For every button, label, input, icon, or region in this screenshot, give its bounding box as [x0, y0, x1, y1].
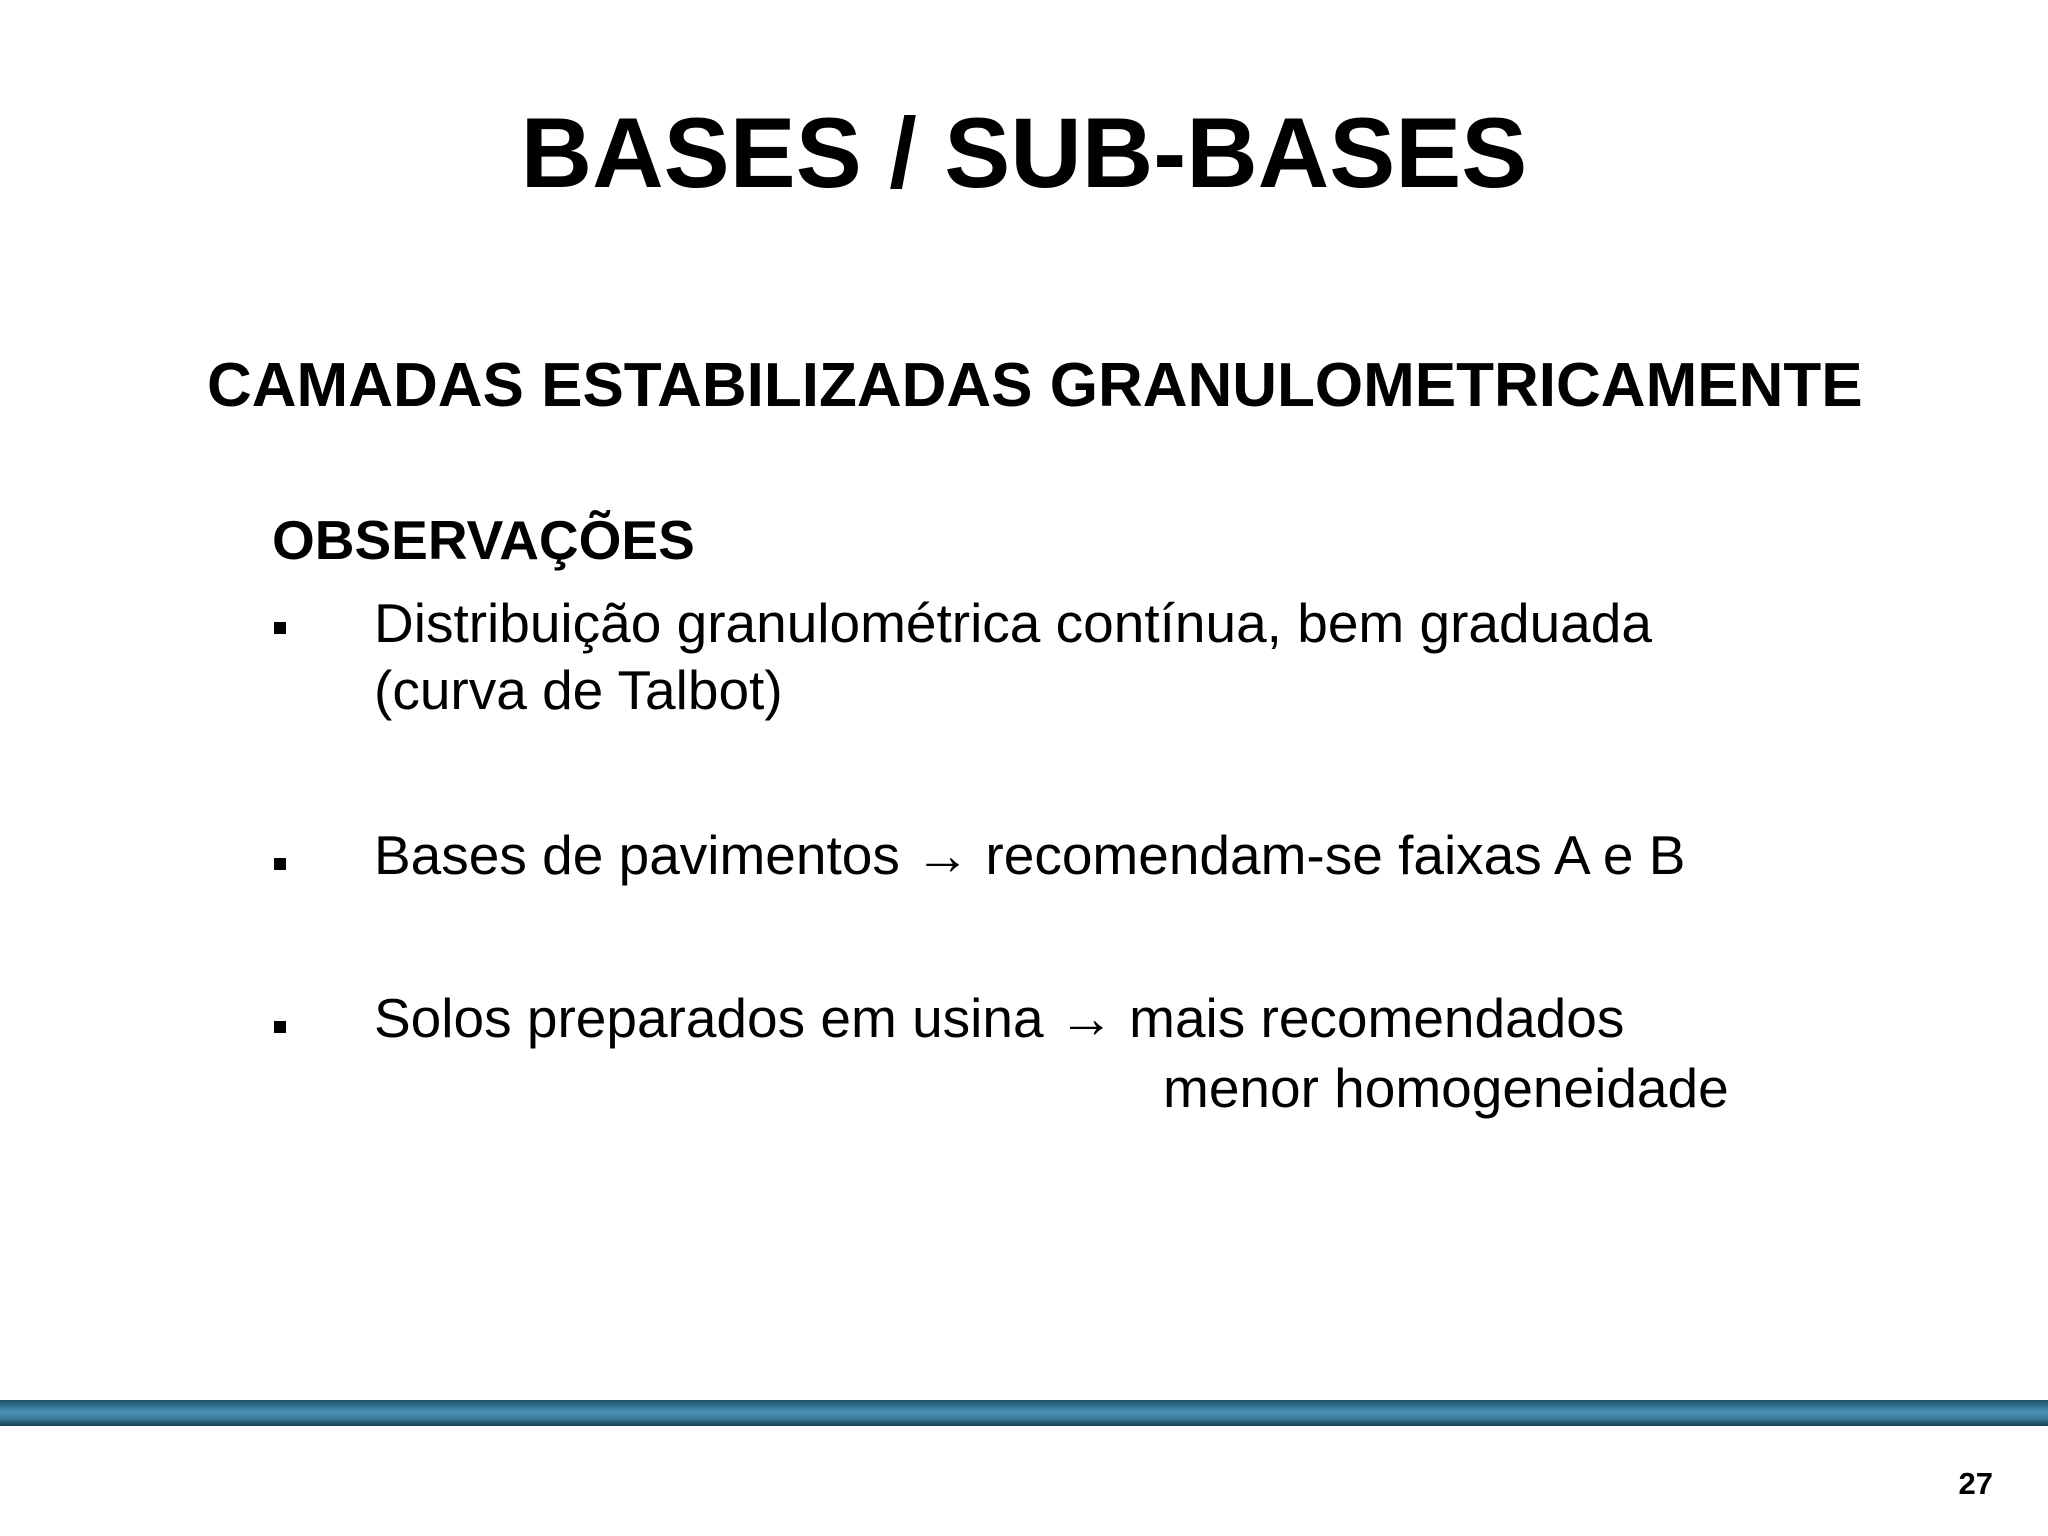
- square-bullet-icon: [274, 858, 286, 870]
- footer-bar: [0, 1400, 2048, 1426]
- bullet-line: Bases de pavimentos → recomendam-se faixas A e B: [374, 824, 1686, 886]
- square-bullet-icon: [274, 622, 286, 634]
- section-heading-observacoes: OBSERVAÇÕES: [272, 509, 695, 571]
- bullet-line: (curva de Talbot): [374, 659, 783, 721]
- bullet-text: [374, 822, 1686, 889]
- page-number: 27: [1958, 1466, 1993, 1501]
- bullet-continuation-text: menor homogeneidade: [1163, 1057, 1729, 1119]
- slide-title: BASES / SUB-BASES: [520, 97, 1528, 208]
- bullet-text: [374, 590, 1652, 724]
- slide-subtitle: CAMADAS ESTABILIZADAS GRANULOMETRICAMENTE: [207, 351, 1863, 420]
- bullet-line: Solos preparados em usina → mais recomendados: [374, 987, 1625, 1049]
- bullet-line: Distribuição granulométrica contínua, bem graduada: [374, 592, 1652, 654]
- bullet-text: [374, 985, 1624, 1052]
- square-bullet-icon: [274, 1021, 286, 1033]
